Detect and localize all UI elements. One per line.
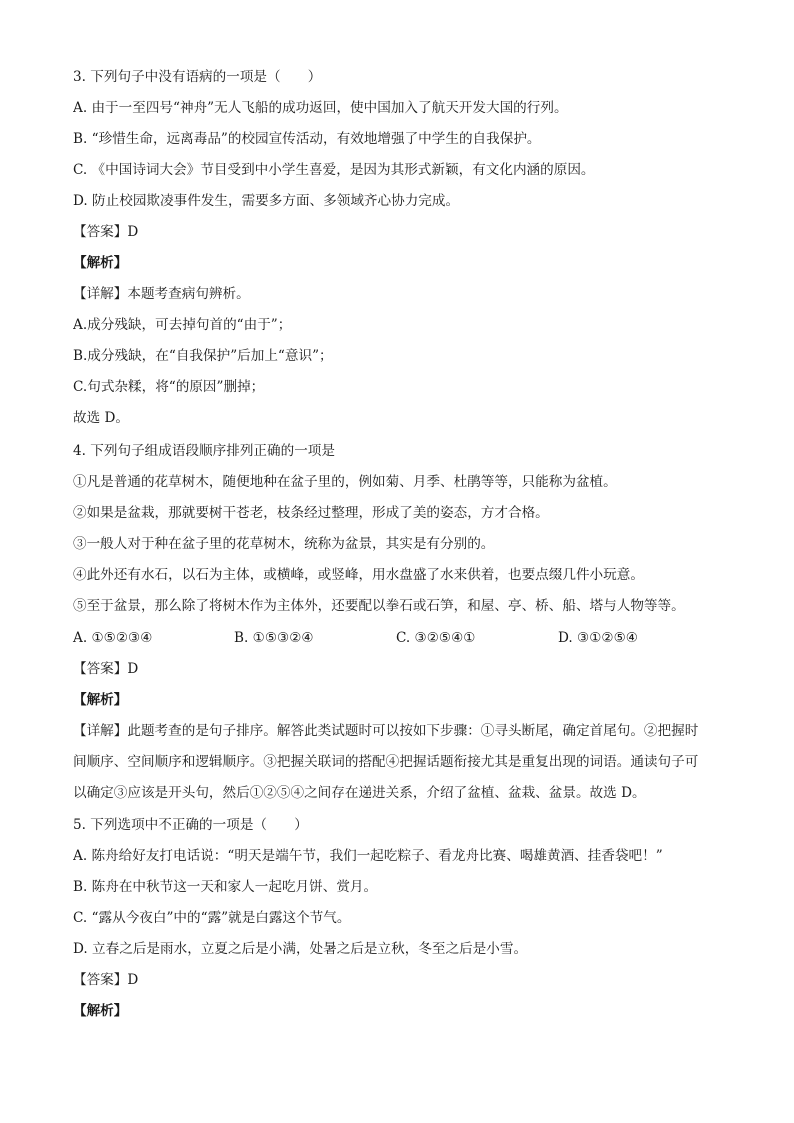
q5-option-c: C. “露从今夜白”中的“露”就是白露这个节气。 <box>73 910 351 926</box>
q3-option-b: B. “珍惜生命，远离毒品”的校园宣传活动，有效地增强了中学生的自我保护。 <box>73 131 541 147</box>
q3-note-c: C.句式杂糅，将“的原因”删掉； <box>73 379 265 395</box>
q5-option-a: A. 陈舟给好友打电话说：“明天是端午节，我们一起吃粽子、看龙舟比赛、喝雄黄酒、挂香袋吧！” <box>73 848 663 864</box>
q3-conclusion: 故选 D。 <box>73 410 130 426</box>
q4-answer: 【答案】D <box>73 661 139 677</box>
q5-analysis-label: 【解析】 <box>73 1003 128 1019</box>
q4-sentence-3: ③一般人对于种在盆子里的花草树木，统称为盆景，其实是有分别的。 <box>73 536 495 552</box>
q4-option-c: C. ③②⑤④① <box>396 630 476 646</box>
q4-options-row <box>73 630 733 648</box>
q4-detail-line-3: 以确定③应该是开头句，然后①②⑤④之间存在递进关系，介绍了盆植、盆栽、盆景。故选 D。 <box>73 785 646 801</box>
q3-answer: 【答案】D <box>73 224 139 240</box>
q4-option-d: D. ③①②⑤④ <box>558 630 638 646</box>
q4-stem: 4. 下列句子组成语段顺序排列正确的一项是 <box>73 443 335 459</box>
q5-option-b: B. 陈舟在中秋节这一天和家人一起吃月饼、赏月。 <box>73 879 378 895</box>
q5-stem: 5. 下列选项中不正确的一项是（ ） <box>73 817 308 833</box>
q5-option-d: D. 立春之后是雨水，立夏之后是小满，处暑之后是立秋，冬至之后是小雪。 <box>73 941 528 957</box>
q3-note-b: B.成分残缺，在“自我保护”后加上“意识”； <box>73 348 333 364</box>
q4-detail-line-2: 间顺序、空间顺序和逻辑顺序。③把握关联词的搭配④把握话题衔接尤其是重复出现的词语。通读句子可 <box>73 754 699 770</box>
q4-option-a: A. ①⑤②③④ <box>73 630 153 646</box>
q4-sentence-4: ④此外还有水石，以石为主体，或横峰，或竖峰，用水盘盛了水来供着，也要点缀几件小玩意。 <box>73 567 644 583</box>
q3-option-a: A. 由于一至四号“神舟”无人飞船的成功返回，使中国加入了航天开发大国的行列。 <box>73 100 568 116</box>
q3-option-c: C. 《中国诗词大会》节目受到中小学生喜爱，是因为其形式新颖，有文化内涵的原因。 <box>73 162 595 178</box>
q4-analysis-label: 【解析】 <box>73 692 128 708</box>
q4-sentence-1: ①凡是普通的花草树木，随便地种在盆子里的，例如菊、月季、杜鹃等等，只能称为盆植。 <box>73 474 617 490</box>
q4-option-b: B. ①⑤③②④ <box>234 630 314 646</box>
q3-option-d: D. 防止校园欺凌事件发生，需要多方面、多领域齐心协力完成。 <box>73 193 460 209</box>
q3-analysis-label: 【解析】 <box>73 255 128 271</box>
q3-note-a: A.成分残缺，可去掉句首的“由于”； <box>73 317 292 333</box>
q4-detail-line-1: 【详解】此题考查的是句子排序。解答此类试题时可以按如下步骤：①寻头断尾，确定首尾句。②把握时 <box>73 723 699 739</box>
q5-answer: 【答案】D <box>73 972 139 988</box>
q4-sentence-2: ②如果是盆栽，那就要树干苍老，枝条经过整理，形成了美的姿态，方才合格。 <box>73 505 549 521</box>
q4-sentence-5: ⑤至于盆景，那么除了将树木作为主体外，还要配以拳石或石笋，和屋、亭、桥、船、塔与人物等等。 <box>73 598 685 614</box>
q3-detail: 【详解】本题考查病句辨析。 <box>73 286 250 302</box>
q3-stem: 3. 下列句子中没有语病的一项是（ ） <box>73 69 322 85</box>
